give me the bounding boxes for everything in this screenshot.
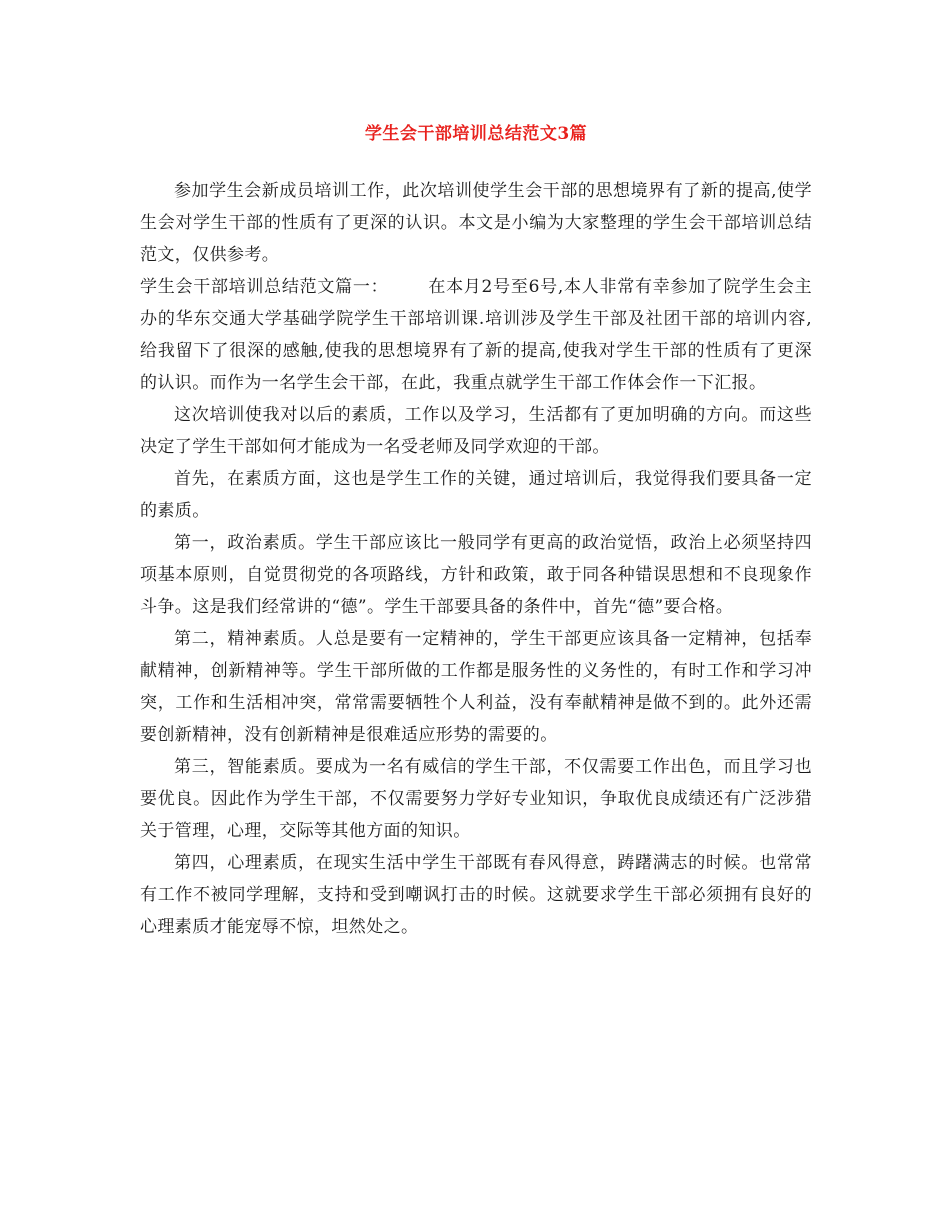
document-title: 学生会干部培训总结范文3篇 xyxy=(364,124,588,144)
document-page xyxy=(140,118,812,943)
body-paragraph-3: 第一，政治素质。学生干部应该比一般同学有更高的政治觉悟，政治上必须坚持四项基本原则，自觉贯彻党的各项路线，方针和政策，敢于同各种错误思想和不良现象作斗争。这是我们经常讲的“德”。学生干部要具备的条件中，首先“德”要合格。 xyxy=(140,533,812,617)
body-paragraph-5: 第三，智能素质。要成为一名有威信的学生干部，不仅需要工作出色，而且学习也要优良。因此作为学生干部，不仅需要努力学好专业知识，争取优良成绩还有广泛涉猎关于管理，心理，交际等其他方面的知识。 xyxy=(140,757,812,841)
intro-paragraph: 参加学生会新成员培训工作，此次培训使学生会干部的思想境界有了新的提高,使学生会对学生干部的性质有了更深的认识。本文是小编为大家整理的学生会干部培训总结范文，仅供参考。 xyxy=(140,181,812,265)
body-paragraph-6: 第四，心理素质，在现实生活中学生干部既有春风得意，踌躇满志的时候。也常常有工作不被同学理解，支持和受到嘲讽打击的时候。这就要求学生干部必须拥有良好的心理素质才能宠辱不惊，坦然处之。 xyxy=(140,853,812,937)
body-paragraph-2: 首先，在素质方面，这也是学生工作的关键，通过培训后，我觉得我们要具备一定的素质。 xyxy=(140,469,812,521)
section-heading: 学生会干部培训总结范文篇一： xyxy=(140,277,389,297)
body-paragraph-1: 这次培训使我对以后的素质，工作以及学习，生活都有了更加明确的方向。而这些决定了学生干部如何才能成为一名受老师及同学欢迎的干部。 xyxy=(140,405,812,457)
section-paragraph xyxy=(140,271,812,399)
section-first-text: 在本月2号至6号,本人非常有幸参加了院学生会主办的华东交通大学基础学院学生干部培训课.培训涉及学生干部及社团干部的培训内容,给我留下了很深的感触,使我的思想境界有了新的提高,使我对学生干部的性质有了更深的认识。而作为一名学生会干部，在此，我重点就学生干部工作体会作一下汇报。 xyxy=(140,277,812,393)
body-paragraph-4: 第二，精神素质。人总是要有一定精神的，学生干部更应该具备一定精神，包括奉献精神，创新精神等。学生干部所做的工作都是服务性的义务性的，有时工作和学习冲突，工作和生活相冲突，常常需要牺牲个人利益，没有奉献精神是做不到的。此外还需要创新精神，没有创新精神是很难适应形势的需要的。 xyxy=(140,629,812,745)
